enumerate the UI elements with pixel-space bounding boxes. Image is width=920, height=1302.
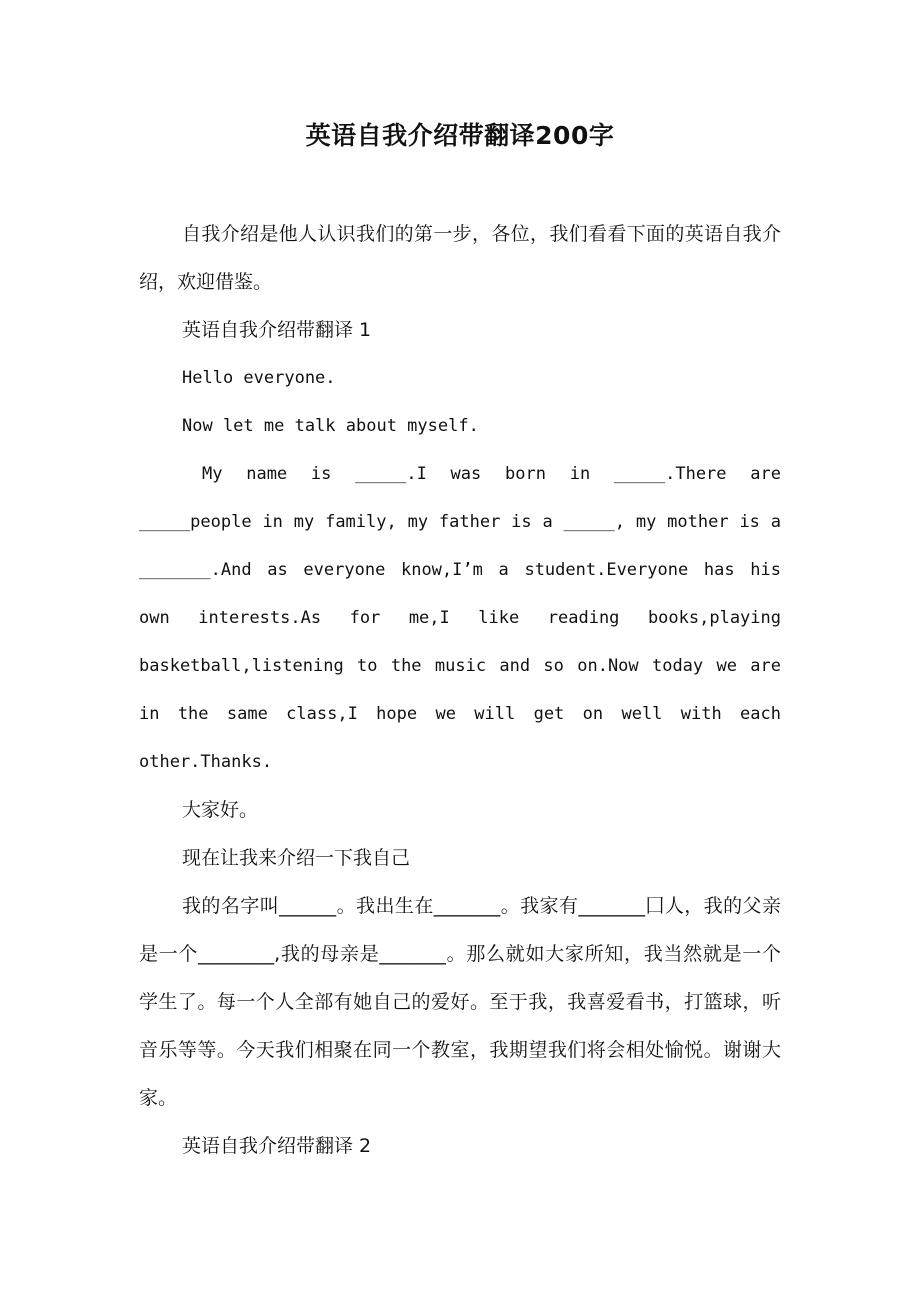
chinese-intro-line: 现在让我来介绍一下我自己 — [182, 847, 411, 869]
document-title: 英语自我介绍带翻译200字 — [305, 121, 615, 150]
english-greeting: Hello everyone. — [182, 368, 336, 388]
section-heading-1: 英语自我介绍带翻译 1 — [182, 319, 372, 341]
english-intro-line: Now let me talk about myself. — [182, 416, 479, 436]
document-body — [139, 210, 781, 1170]
section-heading-2: 英语自我介绍带翻译 2 — [182, 1135, 372, 1157]
english-self-introduction: My name is _____.I was born in _____.There are _____people in my family, my father is a _____, my mother is a _______.And as everyone know,I’m a student.Everyone has his own interests.As for me,I like reading books,playing basketball,listening to the music and so on.Now today we are in the same class,I hope we will get on well with each other.Thanks. — [139, 464, 781, 772]
intro-paragraph: 自我介绍是他人认识我们的第一步，各位，我们看看下面的英语自我介绍，欢迎借鉴。 — [139, 223, 781, 293]
chinese-greeting: 大家好。 — [182, 799, 259, 821]
chinese-self-introduction: 我的名字叫______。我出生在_______。我家有_______囗人，我的父亲是一个________,我的母亲是_______。那么就如大家所知，我当然就是一个学生了。每一个人全部有她自己的爱好。至于我，我喜爱看书，打篮球，听音乐等等。今天我们相聚在同一个教室，我期望我们将会相处愉悦。谢谢大家。 — [139, 895, 781, 1109]
